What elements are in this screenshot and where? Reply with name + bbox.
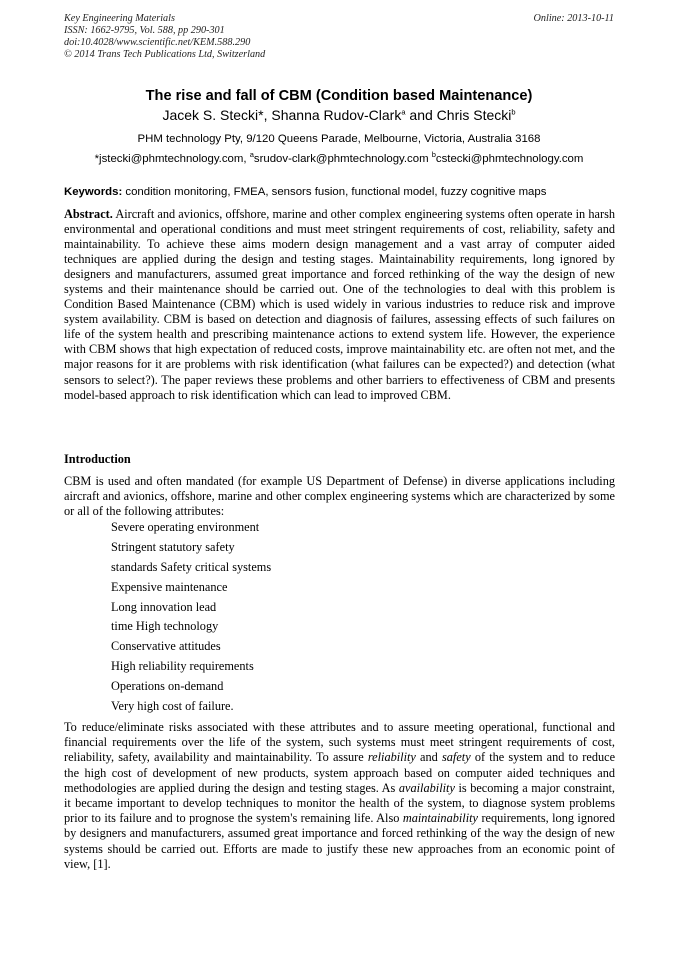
publication-info: [64, 13, 265, 61]
term-reliability: reliability: [367, 750, 416, 765]
author-list: [0, 107, 678, 123]
email-3-mark: b: [431, 150, 436, 160]
author-emails: [0, 150, 678, 165]
author-1: Jacek S. Stecki*,: [162, 107, 268, 123]
term-maintainability: maintainability: [402, 811, 478, 826]
introduction-paragraph-2: [64, 720, 615, 872]
journal-name: Key Engineering Materials: [64, 13, 175, 24]
list-item: Operations on-demand: [111, 679, 224, 694]
email-3: cstecki@phmtechnology.com: [435, 153, 584, 165]
author-3: and Chris Stecki: [409, 107, 512, 123]
keywords-label: Keywords:: [64, 186, 123, 198]
list-item: Expensive maintenance: [111, 579, 228, 594]
author-3-affil-mark: b: [511, 107, 516, 117]
para2-text-2: and: [420, 750, 438, 765]
list-item: Stringent statutory safety: [111, 539, 235, 554]
author-2-affil-mark: a: [401, 107, 406, 117]
abstract-text: Aircraft and avionics, offshore, marine and other complex engineering systems often operate in harsh environmental and operational conditions and must meet stringent requirements of cost, reliability, safety and maintainability. To achieve these aims modern design management and a vast array of computer aided techniques are applied during the design and testing stages. Maintainability requirements, long ignored by designers and manufacturers, assumed great importance and forced rethinking of the way the design of new systems and their maintenance should be carried out. One of the technologies to deal with this problem is Condition Based Maintenance (CBM) which is used widely in various industries to reduce risk and improve system availability. CBM is based on detection and diagnosis of failures, assessing effects of such failures on life of the system health and prescribing maintenance actions to extend system life. However, the experience with CBM shows that high expectation of reduced costs, improve maintainability etc. are often not met, and the major reasons for it are problems with risk identification (what failures can be expected?) and detection (what sensors to select?). The paper reviews these problems and other barriers to effectiveness of CBM and presents model-based approach to risk identification which can lead to improved CBM.: [64, 207, 615, 402]
paper-title: The rise and fall of CBM (Condition based Maintenance): [145, 88, 533, 104]
copyright-line: © 2014 Trans Tech Publications Ltd, Switzerland: [64, 49, 266, 60]
list-item: Very high cost of failure.: [111, 699, 234, 714]
issn-line: ISSN: 1662-9795, Vol. 588, pp 290-301: [64, 25, 225, 36]
email-1: *jstecki@phmtechnology.com,: [94, 153, 247, 165]
doi-line: doi:10.4028/www.scientific.net/KEM.588.290: [64, 37, 251, 48]
keywords: [64, 186, 615, 198]
list-item: Severe operating environment: [111, 520, 260, 534]
introduction-paragraph-1: CBM is used and often mandated (for example US Department of Defense) in diverse applications including aircraft and avionics, offshore, marine and other complex engineering systems which are characterized by some or all of the following attributes:: [64, 474, 615, 519]
list-item: Conservative attitudes: [111, 639, 221, 654]
email-2-mark: a: [249, 150, 254, 160]
term-availability: availability: [398, 780, 455, 795]
abstract: [64, 207, 615, 403]
keywords-text: condition monitoring, FMEA, sensors fusion, functional model, fuzzy cognitive maps: [125, 186, 547, 198]
list-item: Long innovation lead: [111, 599, 217, 614]
list-item: time High technology: [111, 619, 219, 634]
para2-text-1: To reduce/eliminate risks associated with these attributes and to assure meeting operational, functional and financial requirements over the life of the system, such systems must meet stringent requirements of cost, reliability, safety, availability and maintainability. To assure: [64, 720, 615, 765]
para2-text-5: requirements, long ignored by designers and manufacturers, assumed great importance and forced rethinking of the way the design of new systems should be carried out. Efforts are made to justify these new approaches from an economic point of view, [1].: [64, 811, 615, 871]
affiliation: PHM technology Pty, 9/120 Queens Parade, Melbourne, Victoria, Australia 3168: [137, 133, 541, 145]
attribute-list: [111, 520, 271, 719]
para2-text-4: is becoming a major constraint, it became important to develop techniques to monitor the health of the system, to diagnose system problems prior to its failure and to prognose the system's remaining life. Also: [64, 780, 616, 826]
term-safety: safety: [441, 750, 471, 765]
online-date: Online: 2013-10-11: [533, 13, 614, 24]
email-2: srudov-clark@phmtechnology.com: [253, 153, 429, 165]
list-item: standards Safety critical systems: [111, 559, 272, 574]
para2-text-3: of the system and to reduce the high cost of development of new products, system approach based on computer aided techniques and methodologies are applied during the design and testing stages. As: [64, 750, 616, 795]
introduction-heading: Introduction: [64, 452, 131, 466]
author-2: Shanna Rudov-Clark: [271, 107, 402, 123]
abstract-label: Abstract.: [64, 207, 113, 221]
list-item: High reliability requirements: [111, 659, 254, 674]
